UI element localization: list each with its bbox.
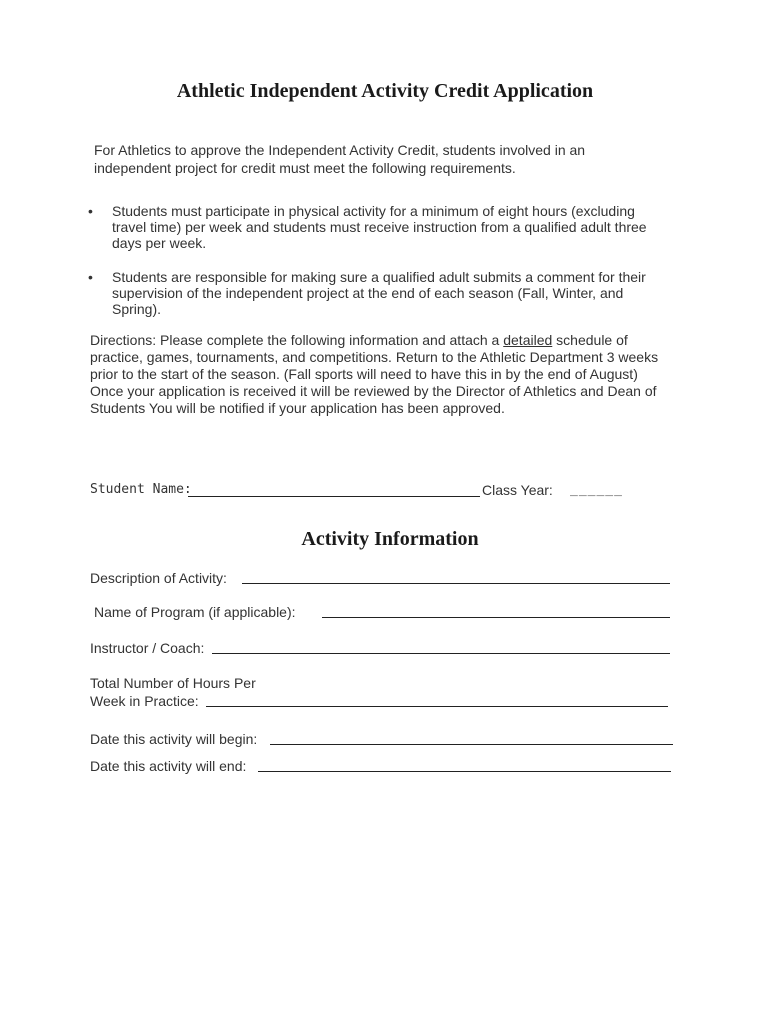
begin-date-field[interactable] [270, 744, 673, 745]
hours-label-line2: Week in Practice: [90, 693, 199, 709]
program-label: Name of Program (if applicable): [94, 604, 296, 620]
list-item [88, 269, 648, 317]
requirement-text: Students must participate in physical activity for a minimum of eight hours (excluding travel time) per week and students must receive instruction from a qualified adult three days per week. [112, 203, 647, 251]
section-title: Activity Information [301, 528, 479, 550]
requirement-text: Students are responsible for making sure a qualified adult submits a comment for their supervision of the independent project at the end of each season (Fall, Winter, and Spring). [112, 269, 646, 317]
end-date-label: Date this activity will end: [90, 758, 247, 774]
program-row [94, 603, 670, 623]
directions-paragraph [90, 332, 670, 417]
instructor-label: Instructor / Coach: [90, 640, 205, 656]
description-label: Description of Activity: [90, 570, 227, 586]
student-info-row [90, 482, 690, 502]
program-field[interactable] [322, 617, 670, 618]
directions-emphasis: detailed [503, 332, 553, 348]
begin-date-row [90, 730, 674, 750]
end-date-field[interactable] [258, 771, 671, 772]
bullet-icon: • [88, 203, 93, 219]
hours-label-line1: Total Number of Hours Per [90, 675, 256, 691]
list-item [88, 203, 648, 251]
intro-paragraph: For Athletics to approve the Independent Activity Credit, students involved in an independent project for credit must meet the following requirements. [94, 142, 586, 176]
class-year-label: Class Year: [482, 482, 553, 498]
requirements-list [88, 203, 648, 335]
class-year-field[interactable]: ______ [570, 482, 623, 497]
bullet-icon: • [88, 269, 93, 285]
directions-text-start: Directions: Please complete the following information and attach a [90, 332, 504, 348]
student-name-field[interactable] [188, 496, 480, 497]
directions-text-end: schedule of practice, games, tournaments, and competitions. Return to the Athletic Department 3 weeks prior to the start of the season. (Fall sports will need to have this in by the end of August) Once your application is received it will be reviewed by the Director of Athletics and Dean of Students You will be notified if your application has been approved. [90, 332, 659, 416]
instructor-row [90, 639, 670, 659]
hours-field[interactable] [206, 706, 668, 707]
description-row [90, 569, 670, 589]
end-date-row [90, 757, 674, 777]
hours-row [90, 674, 670, 714]
begin-date-label: Date this activity will begin: [90, 731, 258, 747]
student-name-label: Student Name: [90, 482, 192, 497]
instructor-field[interactable] [212, 653, 670, 654]
document-title: Athletic Independent Activity Credit Application [176, 80, 594, 102]
description-field[interactable] [242, 583, 670, 584]
